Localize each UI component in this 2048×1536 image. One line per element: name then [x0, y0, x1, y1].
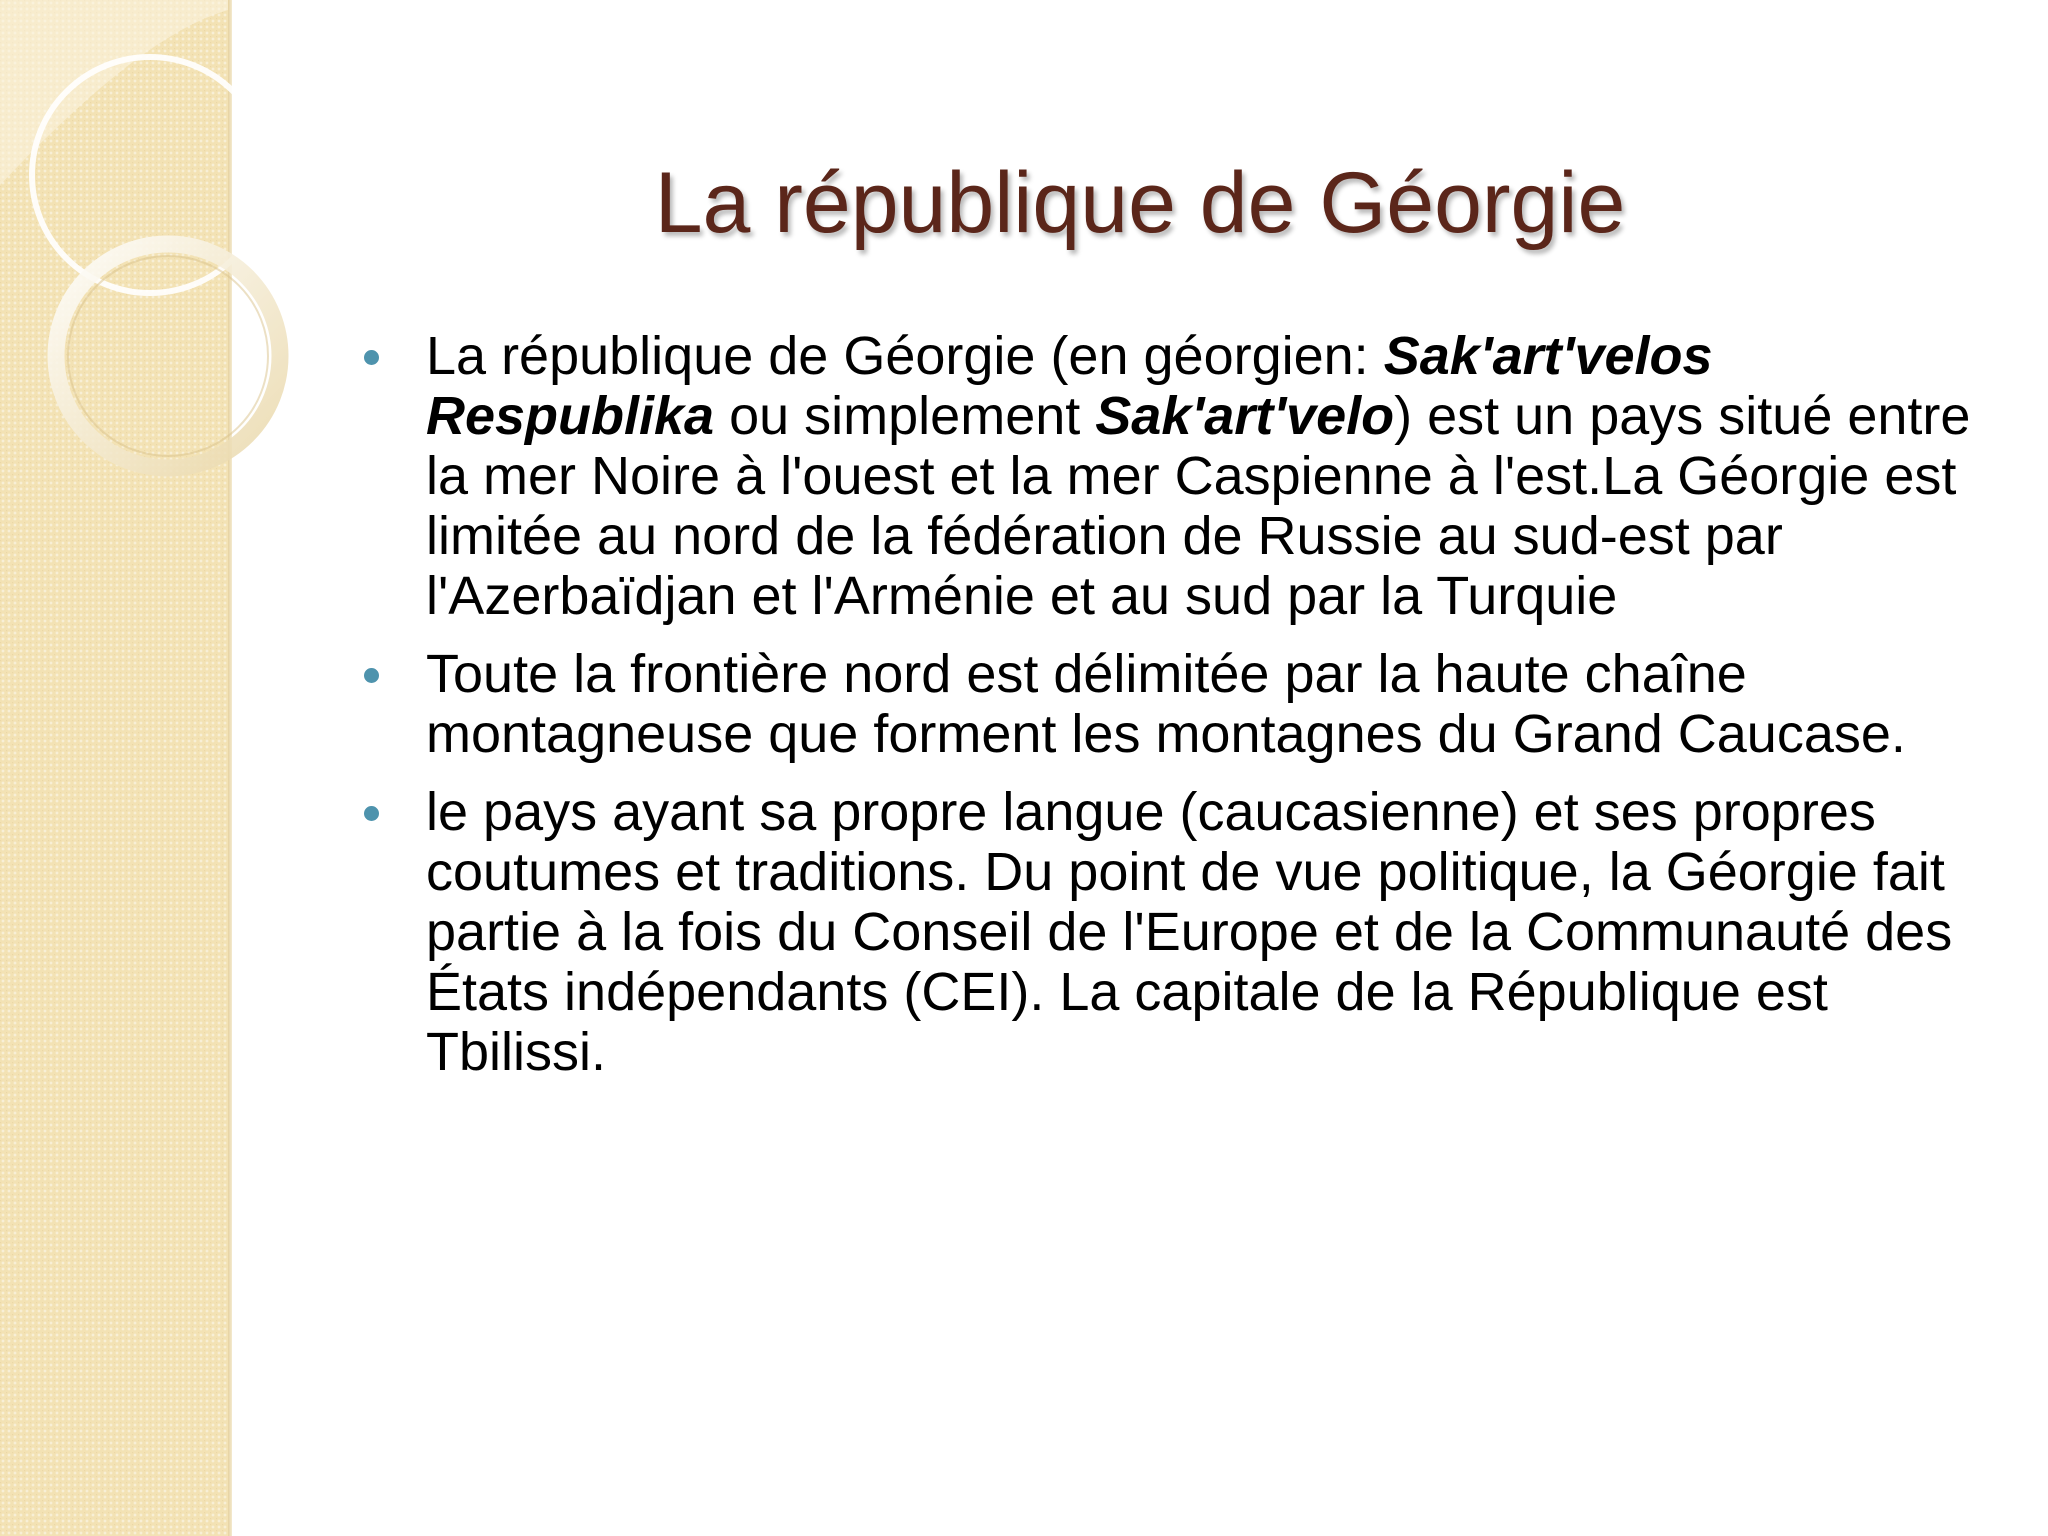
decorative-rings	[0, 0, 300, 520]
emphasis-text: Sak'art'velos Respublika	[426, 326, 1713, 446]
bullet-item	[358, 326, 1978, 626]
bullet-text: La république de Géorgie (en géorgien:	[426, 326, 1384, 386]
bullet-item	[358, 782, 1978, 1082]
bullet-list	[358, 326, 1978, 1100]
bullet-text: ) est un pays situé entre la mer Noire à l'ouest et la mer Caspienne à l'est.La Géorgie est limitée au nord de la fédération de Russie au sud-est par l'Azerbaïdjan et l'Arménie et au sud par la Turquie	[426, 386, 1971, 626]
bullet-text: Toute la frontière nord est délimitée par la haute chaîne montagneuse que forment les montagnes du Grand Caucase.	[426, 644, 1906, 764]
bullet-dot-icon	[364, 350, 379, 365]
bullet-dot-icon	[364, 668, 379, 683]
small-ring-inner	[68, 256, 268, 456]
bullet-text: ou simplement	[714, 386, 1096, 446]
bullet-item	[358, 644, 1978, 764]
small-ring	[56, 244, 280, 468]
emphasis-text: Sak'art'velo	[1095, 386, 1395, 446]
bullet-dot-icon	[364, 806, 379, 821]
bullet-text: le pays ayant sa propre langue (caucasienne) et ses propres coutumes et traditions. Du point de vue politique, la Géorgie fait partie à la fois du Conseil de l'Europe et de la Communauté des États indépendants (CEI). La capitale de la République est Tbilissi.	[426, 782, 1953, 1082]
slide-title: La république de Géorgie	[654, 155, 1626, 251]
